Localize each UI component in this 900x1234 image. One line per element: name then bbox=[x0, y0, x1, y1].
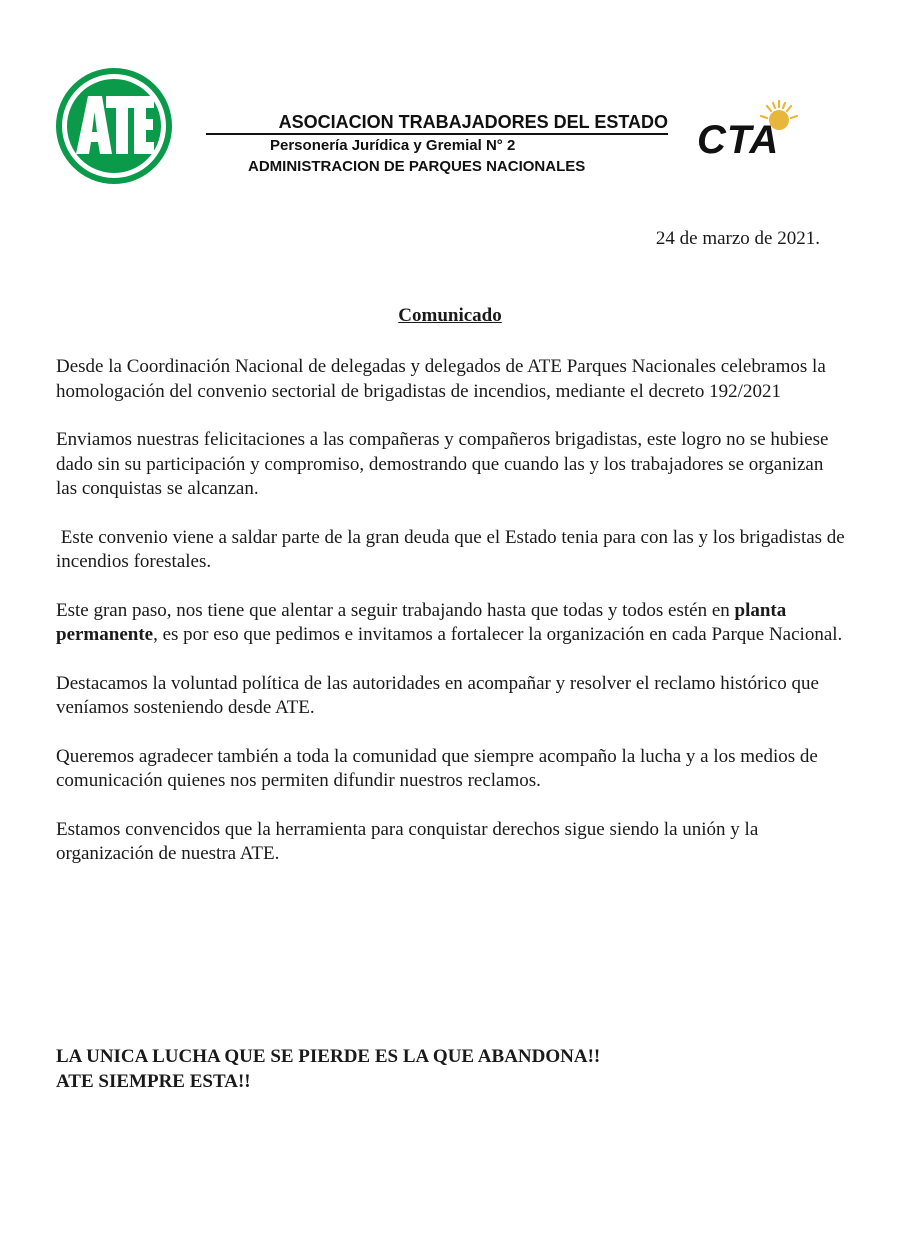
document-title bbox=[0, 305, 900, 327]
paragraph-3 bbox=[56, 526, 846, 575]
closing-line-1: LA UNICA LUCHA QUE SE PIERDE ES LA QUE ABANDONA!! bbox=[56, 1046, 601, 1067]
personeria-text: Personería Jurídica y Gremial N° 2 bbox=[270, 137, 516, 154]
administracion-text: ADMINISTRACION DE PARQUES NACIONALES bbox=[248, 158, 586, 175]
paragraph-4-emphasis: planta permanente bbox=[56, 599, 787, 645]
paragraph-4-start: Este gran paso, nos tiene que alentar a seguir trabajando hasta que todas y todos estén en bbox=[56, 599, 735, 621]
paragraph-3-text: Este convenio viene a saldar parte de la gran deuda que el Estado tenia para con las y los brigadistas de incendios forestales. bbox=[56, 526, 845, 572]
paragraph-6: Queremos agradecer también a toda la comunidad que siempre acompaño la lucha y a los medios de comunicación quienes nos permiten difundir nuestros reclamos. bbox=[56, 745, 818, 791]
paragraph-1: Desde la Coordinación Nacional de delegadas y delegados de ATE Parques Nacionales celebramos la homologación del convenio sectorial de brigadistas de incendios, mediante el decreto 192/2021 bbox=[56, 356, 826, 402]
paragraph-2: Enviamos nuestras felicitaciones a las compañeras y compañeros brigadistas, este logro no se hubiese dado sin su participación y compromiso, demostrando que cuando las y los trabajadores se organizan las conquistas se alcanzan. bbox=[56, 429, 829, 499]
document-body bbox=[56, 355, 846, 891]
cta-logo-text: CTA bbox=[697, 118, 780, 160]
paragraph-4 bbox=[56, 599, 846, 648]
ate-logo bbox=[54, 66, 174, 186]
paragraph-5: Destacamos la voluntad política de las autoridades en acompañar y resolver el reclamo histórico que veníamos sosteniendo desde ATE. bbox=[56, 672, 819, 718]
closing-slogans bbox=[56, 1044, 846, 1094]
closing-line-2: ATE SIEMPRE ESTA!! bbox=[56, 1071, 251, 1092]
org-name: ASOCIACION TRABAJADORES DEL ESTADO bbox=[206, 112, 668, 135]
paragraph-4-end: , es por eso que pedimos e invitamos a fortalecer la organización en cada Parque Nacional. bbox=[153, 624, 843, 645]
paragraph-7: Estamos convencidos que la herramienta para conquistar derechos sigue siendo la unión y la organización de nuestra ATE. bbox=[56, 818, 759, 864]
cta-logo bbox=[693, 98, 833, 160]
document-date: 24 de marzo de 2021. bbox=[655, 228, 820, 249]
document-title-text: Comunicado bbox=[398, 305, 502, 326]
